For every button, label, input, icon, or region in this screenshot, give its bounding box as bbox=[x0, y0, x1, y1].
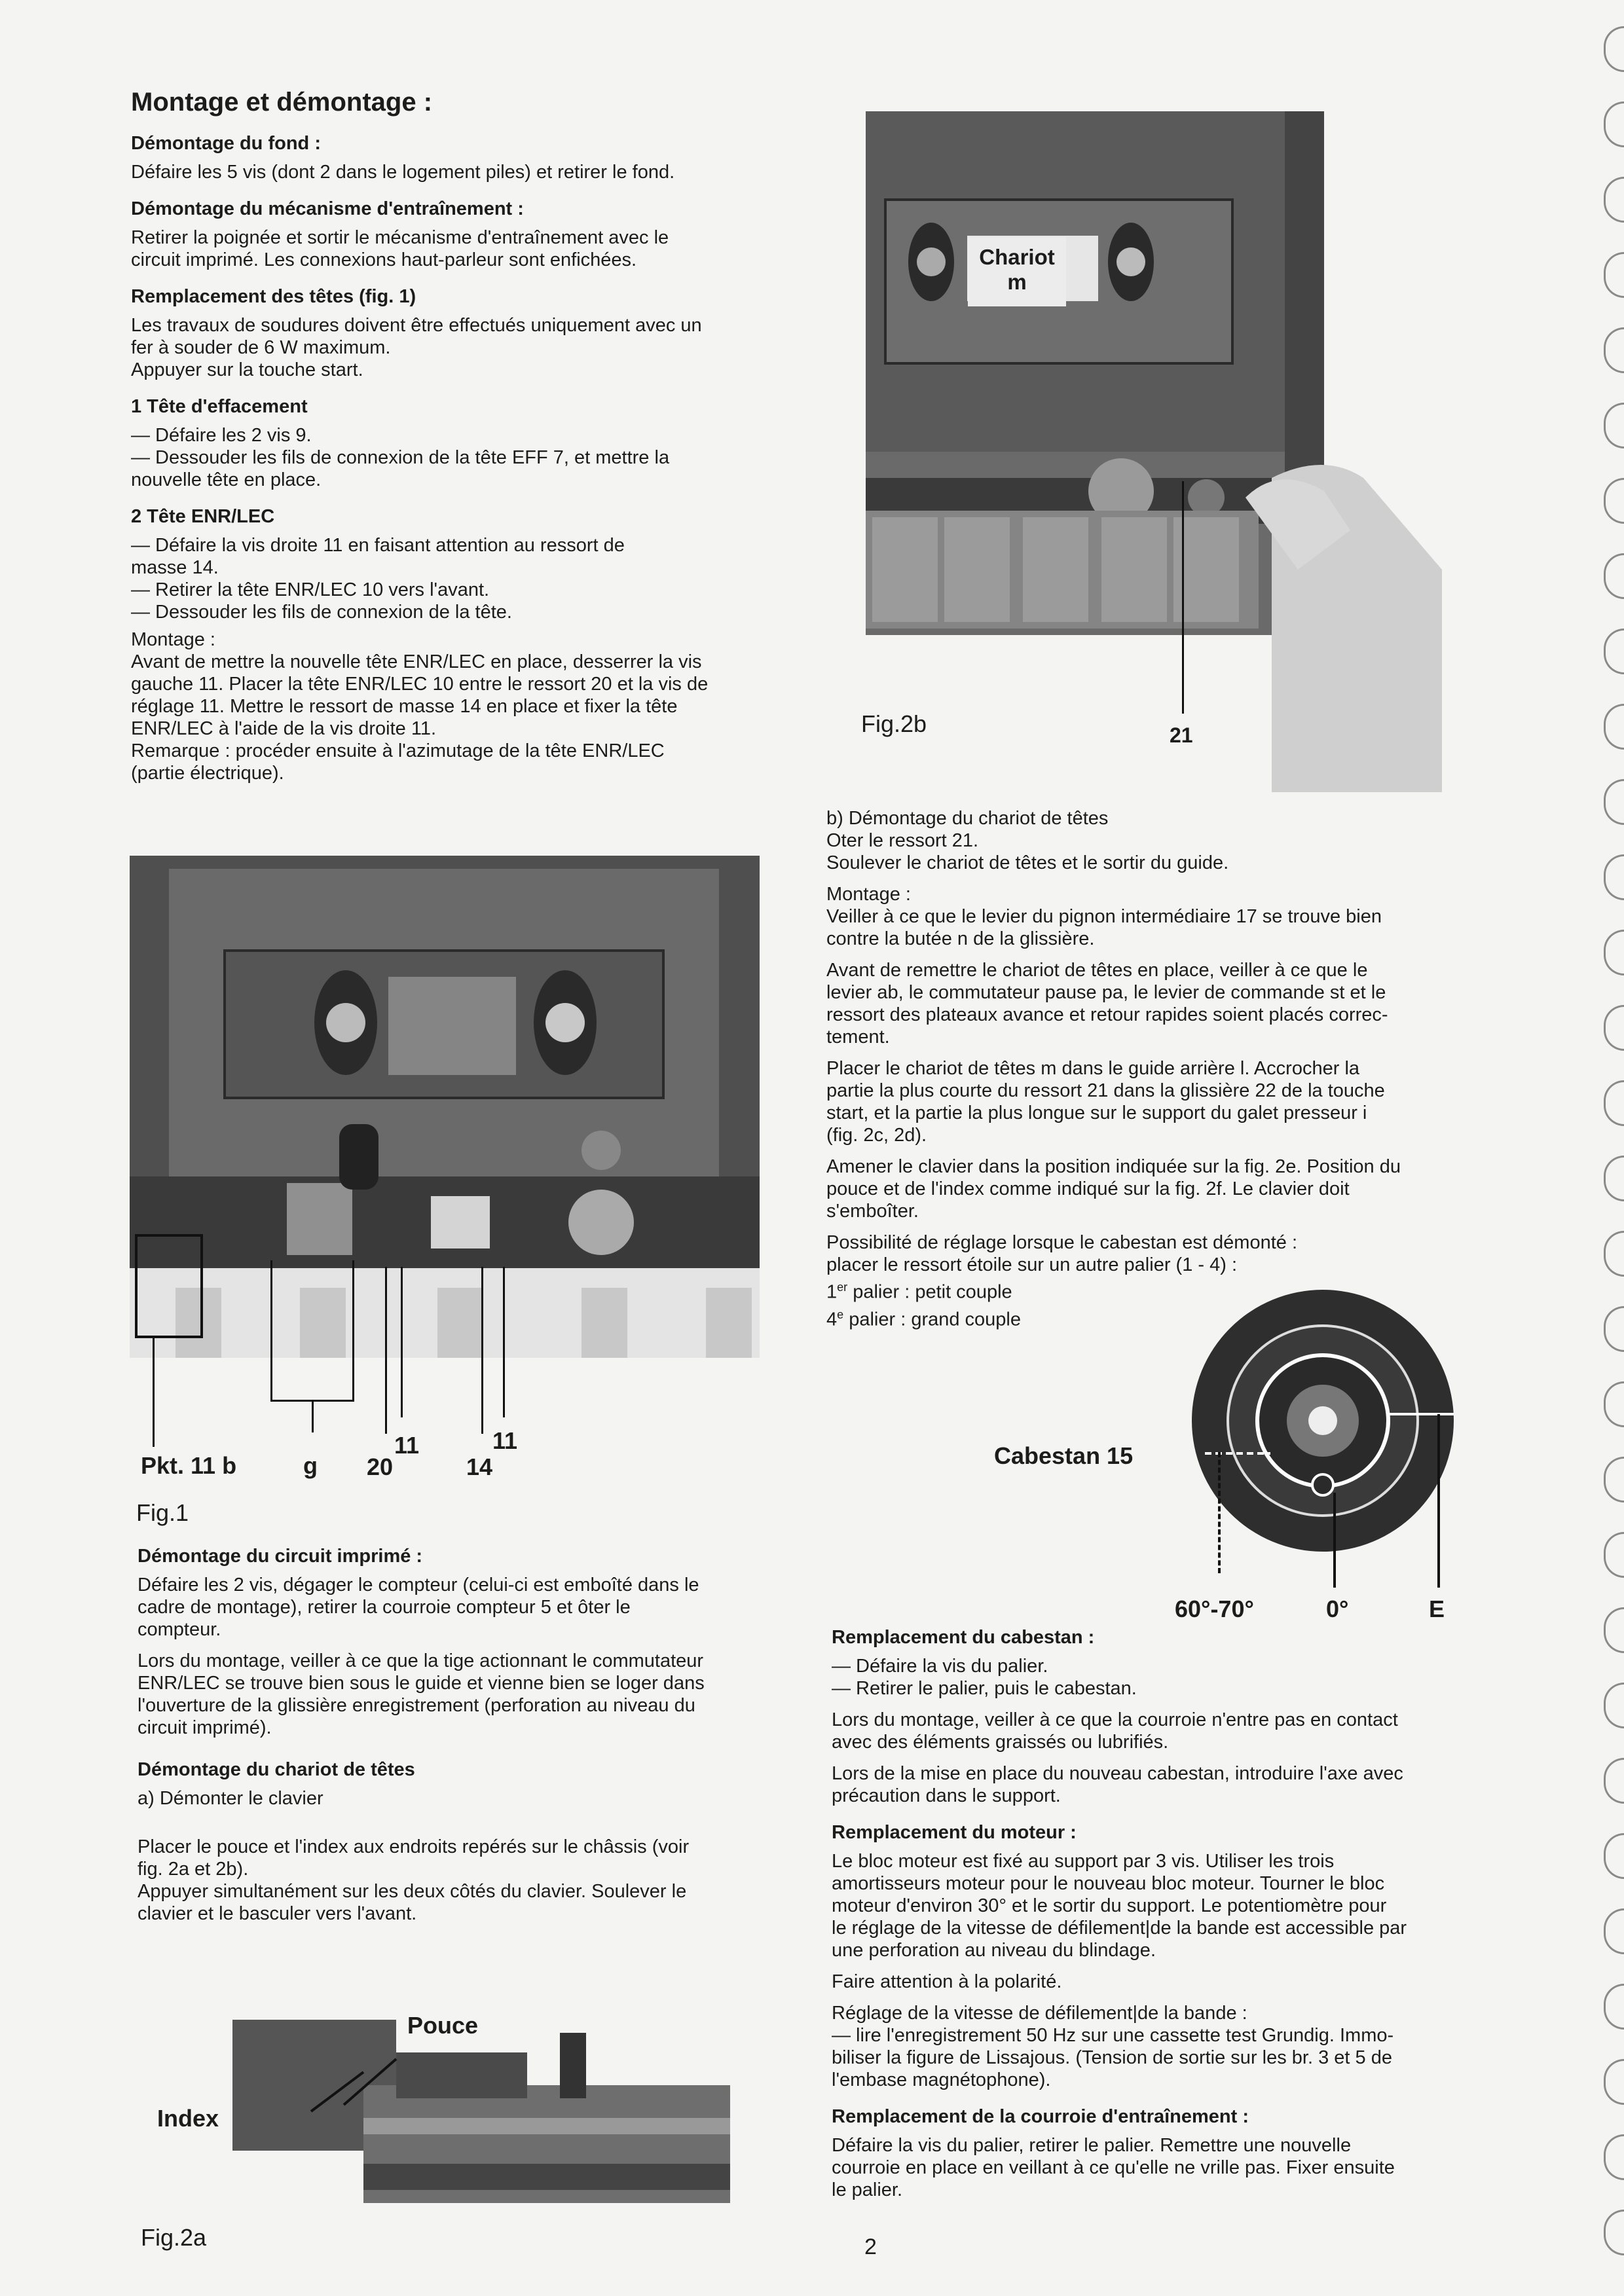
text-line: le palier. bbox=[832, 2179, 903, 2200]
right-lower-text bbox=[832, 1626, 1486, 2210]
text-line: fig. 2a et 2b). bbox=[138, 1859, 249, 1880]
section-effacement bbox=[131, 395, 753, 491]
text-line: start, et la partie la plus longue sur le support du galet presseur i bbox=[826, 1102, 1367, 1123]
section-heading: Démontage du circuit imprimé : bbox=[138, 1546, 423, 1567]
palier-4-line: 4e palier : grand couple bbox=[826, 1307, 1021, 1330]
text-line: Réglage de la vitesse de défilement|de la bande : bbox=[832, 2003, 1247, 2024]
section-mecanisme bbox=[131, 198, 753, 271]
angle-label-0: 0° bbox=[1326, 1595, 1349, 1622]
text-line: réglage 11. Mettre le ressort de masse 14 en place et fixer la tête bbox=[131, 696, 678, 717]
cabestan-dashed-pointer bbox=[1218, 1452, 1221, 1573]
text-line: — Dessouder les fils de connexion de la tête EFF 7, et mettre la bbox=[131, 447, 670, 468]
pointer-line bbox=[312, 1400, 314, 1432]
text-line: circuit imprimé. Les connexions haut-parleur sont enfichées. bbox=[131, 249, 637, 270]
text-line: gauche 11. Placer la tête ENR/LEC 10 entre le ressort 20 et la vis de bbox=[131, 674, 709, 695]
fig1-label-14: 14 bbox=[466, 1453, 493, 1480]
fig2a-label-pouce: Pouce bbox=[407, 2012, 479, 2039]
text-line: partie la plus courte du ressort 21 dans la glissière 22 de la touche bbox=[826, 1080, 1385, 1101]
fig2b-illustration bbox=[866, 111, 1452, 792]
text-line: — Défaire les 2 vis 9. bbox=[131, 425, 312, 446]
left-column-text bbox=[131, 86, 753, 784]
text-line: ENR/LEC à l'aide de la vis droite 11. bbox=[131, 718, 437, 739]
text-line: clavier et le basculer vers l'avant. bbox=[138, 1903, 417, 1924]
text-line: contre la butée n de la glissière. bbox=[826, 928, 1095, 949]
section-heading: Remplacement du cabestan : bbox=[832, 1627, 1095, 1648]
text-line: une perforation au niveau du blindage. bbox=[832, 1940, 1156, 1961]
text-line: Les travaux de soudures doivent être effectués uniquement avec un bbox=[131, 315, 702, 336]
section-fond bbox=[131, 132, 753, 183]
section-heading: Démontage du fond : bbox=[131, 133, 321, 154]
text-line: Défaire la vis du palier, retirer le palier. Remettre une nouvelle bbox=[832, 2135, 1352, 2156]
chariot-label-box bbox=[968, 237, 1066, 306]
text-line: avec des éléments graissés ou lubrifiés. bbox=[832, 1732, 1169, 1753]
text-line: Défaire les 5 vis (dont 2 dans le logement piles) et retirer le fond. bbox=[131, 162, 675, 183]
text-line: Possibilité de réglage lorsque le cabestan est démonté : bbox=[826, 1232, 1297, 1253]
pointer-line bbox=[1182, 481, 1184, 714]
cabestan-label: Cabestan 15 bbox=[994, 1442, 1134, 1469]
text-line: — Dessouder les fils de connexion de la tête. bbox=[131, 602, 512, 623]
text-line: ressort des plateaux avance et retour rapides soient placés correc- bbox=[826, 1004, 1388, 1025]
fig1-label-20: 20 bbox=[367, 1453, 394, 1480]
fig1-label-pkt: Pkt. 11 b bbox=[141, 1452, 237, 1479]
text-line: (fig. 2c, 2d). bbox=[826, 1125, 927, 1146]
text-line: cadre de montage), retirer la courroie compteur 5 et ôter le bbox=[138, 1597, 631, 1618]
section-tetes bbox=[131, 285, 753, 381]
text-line: masse 14. bbox=[131, 557, 219, 578]
text-line: Placer le chariot de têtes m dans le guide arrière l. Accrocher la bbox=[826, 1058, 1360, 1079]
text-line: précaution dans le support. bbox=[832, 1785, 1061, 1806]
text-line: Lors du montage, veiller à ce que la courroie n'entre pas en contact bbox=[832, 1709, 1398, 1730]
text-line: nouvelle tête en place. bbox=[131, 469, 322, 490]
section-heading: Remplacement du moteur : bbox=[832, 1822, 1077, 1843]
text-line: placer le ressort étoile sur un autre palier (1 - 4) : bbox=[826, 1254, 1237, 1275]
text-line: Retirer la poignée et sortir le mécanisme d'entraînement avec le bbox=[131, 227, 669, 248]
text-line: Le bloc moteur est fixé au support par 3 vis. Utiliser les trois bbox=[832, 1851, 1335, 1872]
left-lower-text bbox=[138, 1545, 760, 1934]
text-line: levier ab, le commutateur pause pa, le levier de commande st et le bbox=[826, 982, 1386, 1003]
fig1-label-g: g bbox=[303, 1452, 318, 1479]
fig2b-photo bbox=[866, 111, 1452, 792]
text-line: — Retirer la tête ENR/LEC 10 vers l'avant. bbox=[131, 579, 490, 600]
section-heading: Démontage du mécanisme d'entraînement : bbox=[131, 198, 524, 219]
text-line: ENR/LEC se trouve bien sous le guide et vienne bien se loger dans bbox=[138, 1673, 705, 1694]
text-line: Avant de mettre la nouvelle tête ENR/LEC en place, desserrer la vis bbox=[131, 651, 702, 672]
section-heading: Démontage du chariot de têtes bbox=[138, 1759, 415, 1780]
pointer-line bbox=[153, 1336, 155, 1447]
text-line: Oter le ressort 21. bbox=[826, 830, 979, 851]
text-line: a) Démonter le clavier bbox=[138, 1788, 323, 1809]
page-title: Montage et démontage : bbox=[131, 88, 433, 117]
pointer-line bbox=[401, 1267, 403, 1417]
section-heading: 1 Tête d'effacement bbox=[131, 396, 308, 417]
fig1-photo bbox=[130, 856, 760, 1358]
section-heading: Remplacement des têtes (fig. 1) bbox=[131, 286, 416, 307]
chariot-label: Chariot bbox=[979, 245, 1055, 269]
text-line: Faire attention à la polarité. bbox=[832, 1971, 1062, 1992]
text-line: pouce et de l'index comme indiqué sur la fig. 2f. Le clavier doit bbox=[826, 1178, 1350, 1199]
angle-label-e: E bbox=[1429, 1595, 1445, 1622]
text-line: l'embase magnétophone). bbox=[832, 2069, 1051, 2090]
palier-1-line: 1er palier : petit couple bbox=[826, 1281, 1012, 1303]
text-line: Remarque : procéder ensuite à l'azimutage de la tête ENR/LEC bbox=[131, 740, 665, 761]
text-line: courroie en place en veillant à ce qu'elle ne vrille pas. Fixer ensuite bbox=[832, 2157, 1395, 2178]
fig1-label-11a: 11 bbox=[394, 1432, 420, 1459]
pointer-line bbox=[481, 1267, 483, 1434]
section-enr-lec bbox=[131, 505, 753, 623]
pointer-line bbox=[1333, 1493, 1336, 1588]
text-line: — Défaire la vis du palier. bbox=[832, 1656, 1048, 1677]
text-line: Lors du montage, veiller à ce que la tige actionnant le commutateur bbox=[138, 1650, 704, 1671]
text-line: b) Démontage du chariot de têtes bbox=[826, 808, 1109, 829]
text-line: Appuyer sur la touche start. bbox=[131, 359, 363, 380]
text-line: — Retirer le palier, puis le cabestan. bbox=[832, 1678, 1137, 1699]
text-line: Montage : bbox=[826, 884, 911, 905]
text-line: Montage : bbox=[131, 629, 215, 650]
text-line: tement. bbox=[826, 1027, 890, 1048]
text-line: circuit imprimé). bbox=[138, 1717, 272, 1738]
fig1-illustration bbox=[130, 856, 760, 1358]
text-line: Défaire les 2 vis, dégager le compteur (celui-ci est emboîté dans le bbox=[138, 1575, 699, 1595]
page-number: 2 bbox=[864, 2234, 877, 2259]
chariot-m-label: m bbox=[1007, 270, 1027, 294]
text-line: — Défaire la vis droite 11 en faisant attention au ressort de bbox=[131, 535, 625, 556]
text-line: s'emboîter. bbox=[826, 1201, 919, 1222]
text-line: fer à souder de 6 W maximum. bbox=[131, 337, 391, 358]
text-line: amortisseurs moteur pour le nouveau bloc moteur. Tourner le bloc bbox=[832, 1873, 1385, 1894]
text-line: Appuyer simultanément sur les deux côtés du clavier. Soulever le bbox=[138, 1881, 687, 1902]
fig2b-caption: Fig.2b bbox=[861, 710, 927, 737]
text-line: l'ouverture de la glissière enregistrement (perforation au niveau du bbox=[138, 1695, 695, 1716]
text-line: (partie électrique). bbox=[131, 763, 284, 784]
right-column-text bbox=[826, 807, 1481, 1330]
cabestan-illustration bbox=[1192, 1290, 1467, 1565]
cabestan-figure bbox=[1192, 1290, 1467, 1565]
text-line: le réglage de la vitesse de défilement|de la bande est accessible par bbox=[832, 1918, 1407, 1939]
angle-label-60-70: 60°-70° bbox=[1175, 1595, 1254, 1622]
fig2a-caption: Fig.2a bbox=[141, 2224, 207, 2251]
text-line: biliser la figure de Lissajous. (Tension de sortie sur les br. 3 et 5 de bbox=[832, 2047, 1392, 2068]
text-line: Amener le clavier dans la position indiquée sur la fig. 2e. Position du bbox=[826, 1156, 1401, 1177]
fig2a-illustration bbox=[232, 2020, 730, 2203]
text-line: compteur. bbox=[138, 1619, 221, 1640]
fig2a-label-index: Index bbox=[157, 2105, 219, 2132]
text-line: Veiller à ce que le levier du pignon intermédiaire 17 se trouve bien bbox=[826, 906, 1382, 927]
pointer-line bbox=[270, 1260, 272, 1401]
text-line: Lors de la mise en place du nouveau cabestan, introduire l'axe avec bbox=[832, 1763, 1403, 1784]
pointer-line bbox=[385, 1267, 387, 1434]
text-line: Placer le pouce et l'index aux endroits repérés sur le châssis (voir bbox=[138, 1836, 690, 1857]
fig1-label-11b: 11 bbox=[492, 1427, 518, 1454]
text-line: moteur d'environ 30° et le sortir du support. Le potentiomètre pour bbox=[832, 1895, 1387, 1916]
section-heading: Remplacement de la courroie d'entraînement : bbox=[832, 2106, 1249, 2127]
text-line: Avant de remettre le chariot de têtes en place, veiller à ce que le bbox=[826, 960, 1368, 981]
pointer-line bbox=[1437, 1414, 1440, 1588]
fig1-caption: Fig.1 bbox=[136, 1499, 189, 1526]
pointer-line bbox=[503, 1267, 505, 1417]
section-heading: 2 Tête ENR/LEC bbox=[131, 506, 275, 527]
fig2a-photo bbox=[232, 2020, 730, 2203]
text-line: Soulever le chariot de têtes et le sortir du guide. bbox=[826, 852, 1229, 873]
text-line: — lire l'enregistrement 50 Hz sur une cassette test Grundig. Immo- bbox=[832, 2025, 1394, 2046]
montage-block bbox=[131, 629, 753, 784]
fig2b-label-21: 21 bbox=[1170, 723, 1193, 747]
pointer-line bbox=[352, 1260, 354, 1401]
